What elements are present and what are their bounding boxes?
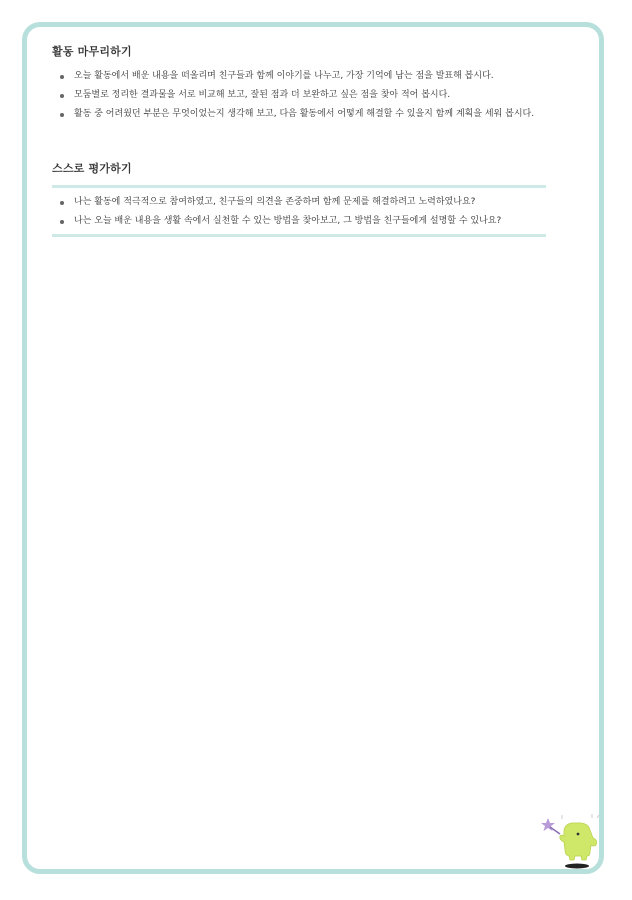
list-item-text: 활동 중 어려웠던 부분은 무엇이었는지 생각해 보고, 다음 활동에서 어떻게 해결할 수 있을지 함께 계획을 세워 봅시다. — [74, 109, 535, 119]
bullet-icon — [60, 75, 64, 79]
monster-mascot-icon — [540, 812, 602, 870]
list-item — [52, 108, 546, 121]
list-item — [52, 215, 546, 228]
bullet-icon — [60, 94, 64, 98]
list-item-text: 나는 활동에 적극적으로 참여하였고, 친구들의 의견을 존중하며 함께 문제를 해결하려고 노력하였나요? — [74, 197, 476, 207]
self-assessment-section — [52, 161, 546, 237]
list-item-text: 모둠별로 정리한 결과물을 서로 비교해 보고, 잘된 점과 더 보완하고 싶은 점을 찾아 적어 봅시다. — [74, 90, 451, 100]
bullet-icon — [60, 113, 64, 117]
list-item — [52, 70, 546, 83]
list-item — [52, 89, 546, 102]
bottom-divider — [52, 234, 546, 237]
self-assessment-list — [52, 196, 546, 228]
top-divider — [52, 185, 546, 188]
mascot-body — [560, 823, 597, 860]
section-title: 스스로 평가하기 — [52, 162, 132, 175]
wrap-up-section — [52, 44, 546, 121]
bullet-icon — [60, 201, 64, 205]
bullet-icon — [60, 220, 64, 224]
page-content — [52, 40, 546, 237]
section-title: 활동 마무리하기 — [52, 45, 132, 58]
list-item-text: 오늘 활동에서 배운 내용을 떠올리며 친구들과 함께 이야기를 나누고, 가장 기억에 남는 점을 발표해 봅시다. — [74, 71, 494, 81]
list-item-text: 나는 오늘 배운 내용을 생활 속에서 실천할 수 있는 방법을 찾아보고, 그 방법을 친구들에게 설명할 수 있나요? — [74, 216, 502, 226]
wrap-up-list — [52, 70, 546, 121]
list-item — [52, 196, 546, 209]
